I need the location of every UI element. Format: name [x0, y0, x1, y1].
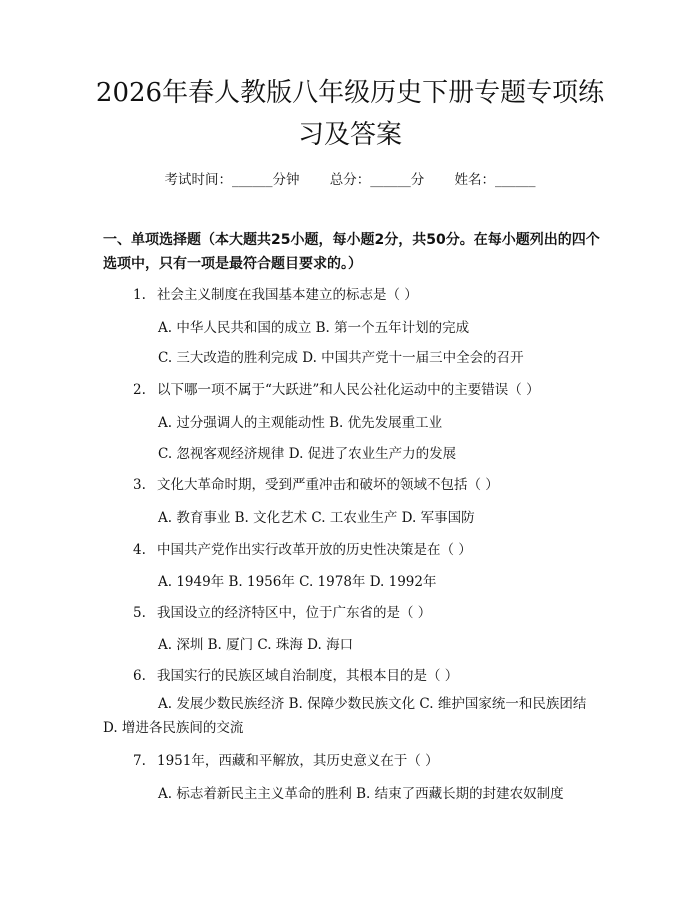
- section-heading: 一、单项选择题（本大题共25小题，每小题2分，共50分。在每小题列出的四个选项中，只有一项是最符合题目要求的。）: [103, 232, 600, 272]
- question-2-options-2: C. 忽视客观经济规律 D. 促进了农业生产力的发展: [158, 446, 457, 462]
- question-text: 中国共产党作出实行改革开放的历史性决策是在（ ）: [157, 542, 472, 558]
- question-6: [133, 664, 458, 684]
- question-4: [133, 538, 472, 558]
- question-4-options-1: A. 1949年 B. 1956年 C. 1978年 D. 1992年: [158, 574, 437, 590]
- question-2-options-1: A. 过分强调人的主观能动性 B. 优先发展重工业: [158, 415, 443, 431]
- question-1-options-2: C. 三大改造的胜利完成 D. 中国共产党十一届三中全会的召开: [158, 350, 524, 366]
- question-3: [133, 473, 499, 493]
- question-text: 文化大革命时期，受到严重冲击和破坏的领域不包括（ ）: [157, 477, 499, 493]
- question-number: 5.: [133, 605, 146, 621]
- page-title: 2026年春人教版八年级历史下册专题专项练习及答案: [95, 78, 605, 150]
- question-5-options-1: A. 深圳 B. 厦门 C. 珠海 D. 海口: [158, 637, 354, 653]
- question-number: 4.: [133, 542, 146, 558]
- question-number: 7.: [133, 753, 146, 769]
- question-number: 6.: [133, 668, 146, 684]
- question-7: [133, 749, 439, 769]
- question-number: 2.: [133, 382, 146, 398]
- question-number: 3.: [133, 477, 146, 493]
- question-3-options-1: A. 教育事业 B. 文化艺术 C. 工农业生产 D. 军事国防: [158, 510, 475, 526]
- exam-meta: [0, 168, 700, 188]
- question-2: [133, 378, 540, 398]
- question-number: 1.: [133, 287, 146, 303]
- total-score-label: 总分：______分: [329, 172, 425, 188]
- question-1: [133, 283, 418, 303]
- question-text: 1951年，西藏和平解放，其历史意义在于（ ）: [157, 753, 439, 769]
- name-label: 姓名：______: [454, 172, 536, 188]
- question-6-options-1: A. 发展少数民族经济 B. 保障少数民族文化 C. 维护国家统一和民族团结 D. 增进各民族间的交流: [103, 696, 587, 736]
- question-text: 以下哪一项不属于“大跃进”和人民公社化运动中的主要错误（ ）: [157, 382, 540, 398]
- question-text: 社会主义制度在我国基本建立的标志是（ ）: [157, 287, 418, 303]
- question-5: [133, 601, 431, 621]
- question-text: 我国实行的民族区域自治制度，其根本目的是（ ）: [157, 668, 459, 684]
- question-7-options-1: A. 标志着新民主主义革命的胜利 B. 结束了西藏长期的封建农奴制度: [158, 786, 564, 802]
- question-1-options-1: A. 中华人民共和国的成立 B. 第一个五年计划的完成: [158, 320, 470, 336]
- exam-time-label: 考试时间：______分钟: [164, 172, 300, 188]
- question-text: 我国设立的经济特区中，位于广东省的是（ ）: [157, 605, 432, 621]
